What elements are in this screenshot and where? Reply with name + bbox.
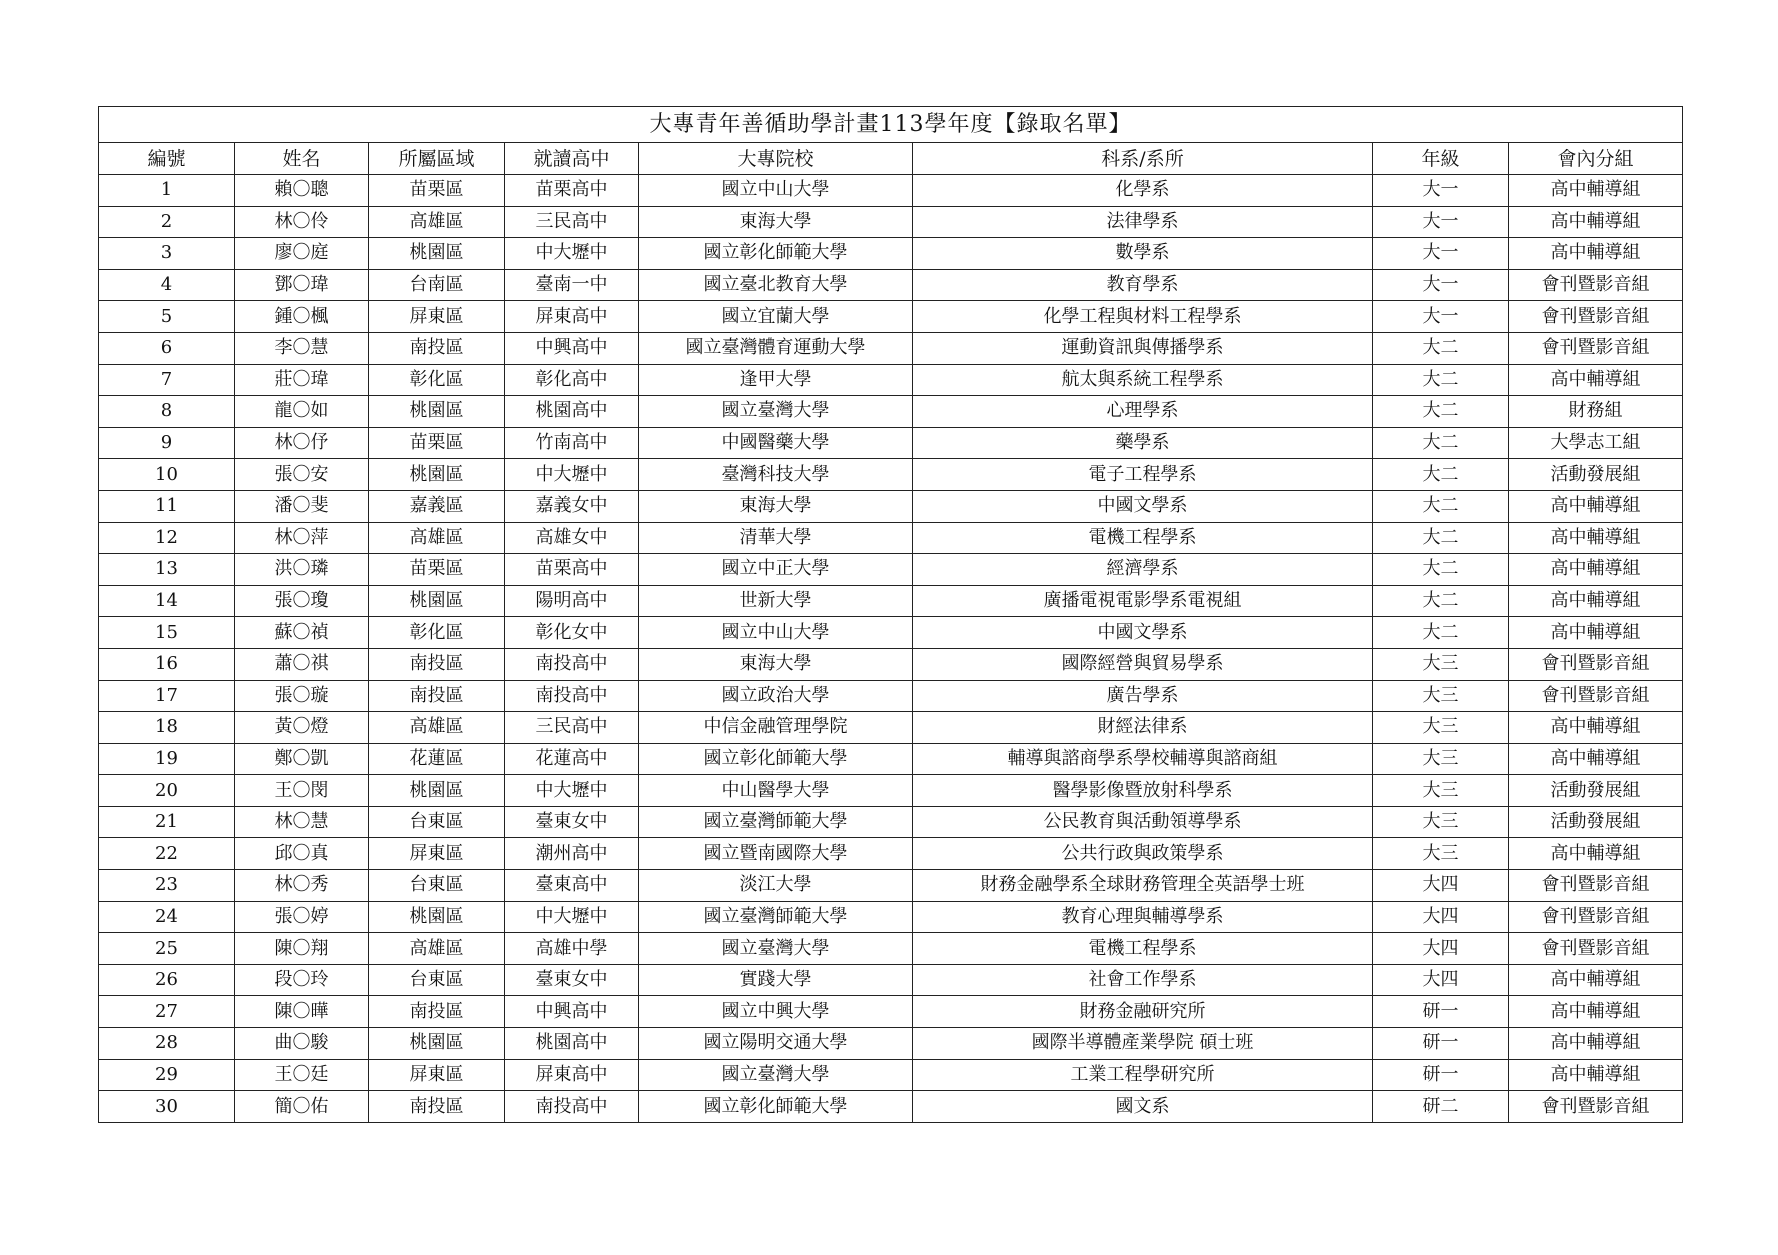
cell-university: 中國醫藥大學 xyxy=(639,427,913,459)
cell-department: 電機工程學系 xyxy=(913,522,1373,554)
cell-high-school: 嘉義女中 xyxy=(505,490,639,522)
cell-id: 30 xyxy=(99,1091,235,1123)
cell-department: 廣告學系 xyxy=(913,680,1373,712)
cell-group: 高中輔導組 xyxy=(1509,364,1683,396)
cell-university: 清華大學 xyxy=(639,522,913,554)
cell-high-school: 臺南一中 xyxy=(505,269,639,301)
cell-university: 國立臺灣師範大學 xyxy=(639,901,913,933)
admission-table xyxy=(98,106,1683,1123)
cell-grade: 大四 xyxy=(1373,901,1509,933)
cell-id: 24 xyxy=(99,901,235,933)
cell-region: 桃園區 xyxy=(369,585,505,617)
cell-high-school: 中大壢中 xyxy=(505,238,639,270)
cell-name: 賴〇聰 xyxy=(235,175,369,207)
cell-group: 會刊暨影音組 xyxy=(1509,332,1683,364)
cell-university: 國立臺灣大學 xyxy=(639,933,913,965)
cell-name: 王〇閔 xyxy=(235,775,369,807)
header-high-school: 就讀高中 xyxy=(505,143,639,175)
cell-region: 屏東區 xyxy=(369,301,505,333)
header-row xyxy=(99,143,1683,175)
cell-grade: 大三 xyxy=(1373,775,1509,807)
cell-group: 高中輔導組 xyxy=(1509,743,1683,775)
cell-region: 高雄區 xyxy=(369,933,505,965)
table-row xyxy=(99,775,1683,807)
cell-name: 張〇婷 xyxy=(235,901,369,933)
cell-grade: 大一 xyxy=(1373,206,1509,238)
cell-department: 財經法律系 xyxy=(913,712,1373,744)
cell-department: 中國文學系 xyxy=(913,617,1373,649)
table-row xyxy=(99,238,1683,270)
cell-grade: 大二 xyxy=(1373,585,1509,617)
cell-id: 6 xyxy=(99,332,235,364)
cell-id: 19 xyxy=(99,743,235,775)
cell-id: 1 xyxy=(99,175,235,207)
cell-name: 鍾〇楓 xyxy=(235,301,369,333)
cell-region: 南投區 xyxy=(369,1091,505,1123)
cell-department: 財務金融研究所 xyxy=(913,996,1373,1028)
table-row xyxy=(99,269,1683,301)
table-row xyxy=(99,585,1683,617)
cell-department: 國際半導體產業學院 碩士班 xyxy=(913,1028,1373,1060)
cell-university: 逢甲大學 xyxy=(639,364,913,396)
cell-university: 世新大學 xyxy=(639,585,913,617)
cell-name: 洪〇璘 xyxy=(235,554,369,586)
table-row xyxy=(99,427,1683,459)
cell-department: 心理學系 xyxy=(913,396,1373,428)
cell-university: 國立政治大學 xyxy=(639,680,913,712)
cell-group: 活動發展組 xyxy=(1509,775,1683,807)
cell-name: 陳〇曄 xyxy=(235,996,369,1028)
cell-high-school: 中大壢中 xyxy=(505,775,639,807)
cell-group: 會刊暨影音組 xyxy=(1509,933,1683,965)
cell-university: 中山醫學大學 xyxy=(639,775,913,807)
cell-id: 10 xyxy=(99,459,235,491)
cell-grade: 大三 xyxy=(1373,712,1509,744)
table-row xyxy=(99,901,1683,933)
cell-grade: 大四 xyxy=(1373,964,1509,996)
table-row xyxy=(99,617,1683,649)
table-row xyxy=(99,1059,1683,1091)
cell-university: 實踐大學 xyxy=(639,964,913,996)
cell-region: 台東區 xyxy=(369,806,505,838)
cell-department: 化學系 xyxy=(913,175,1373,207)
cell-university: 國立宜蘭大學 xyxy=(639,301,913,333)
table-row xyxy=(99,964,1683,996)
cell-region: 苗栗區 xyxy=(369,175,505,207)
table-row xyxy=(99,838,1683,870)
cell-name: 龍〇如 xyxy=(235,396,369,428)
cell-grade: 大二 xyxy=(1373,396,1509,428)
cell-group: 高中輔導組 xyxy=(1509,964,1683,996)
cell-high-school: 高雄中學 xyxy=(505,933,639,965)
cell-high-school: 花蓮高中 xyxy=(505,743,639,775)
cell-name: 陳〇翔 xyxy=(235,933,369,965)
cell-id: 5 xyxy=(99,301,235,333)
cell-high-school: 中大壢中 xyxy=(505,901,639,933)
cell-name: 鄭〇凱 xyxy=(235,743,369,775)
cell-group: 高中輔導組 xyxy=(1509,712,1683,744)
cell-id: 23 xyxy=(99,870,235,902)
cell-name: 黃〇燈 xyxy=(235,712,369,744)
cell-id: 16 xyxy=(99,648,235,680)
cell-high-school: 臺東高中 xyxy=(505,870,639,902)
table-row xyxy=(99,996,1683,1028)
table-title: 大專青年善循助學計畫113學年度【錄取名單】 xyxy=(99,107,1683,143)
table-row xyxy=(99,680,1683,712)
cell-id: 13 xyxy=(99,554,235,586)
table-row xyxy=(99,490,1683,522)
cell-grade: 大二 xyxy=(1373,522,1509,554)
cell-department: 國文系 xyxy=(913,1091,1373,1123)
cell-grade: 大二 xyxy=(1373,490,1509,522)
cell-name: 蘇〇禎 xyxy=(235,617,369,649)
cell-department: 經濟學系 xyxy=(913,554,1373,586)
cell-group: 高中輔導組 xyxy=(1509,996,1683,1028)
table-row xyxy=(99,1028,1683,1060)
cell-id: 25 xyxy=(99,933,235,965)
cell-department: 國際經營與貿易學系 xyxy=(913,648,1373,680)
cell-university: 國立中興大學 xyxy=(639,996,913,1028)
cell-group: 會刊暨影音組 xyxy=(1509,870,1683,902)
cell-university: 東海大學 xyxy=(639,490,913,522)
cell-grade: 大二 xyxy=(1373,554,1509,586)
cell-id: 17 xyxy=(99,680,235,712)
cell-name: 張〇瓊 xyxy=(235,585,369,617)
cell-region: 桃園區 xyxy=(369,459,505,491)
cell-grade: 大一 xyxy=(1373,301,1509,333)
cell-id: 15 xyxy=(99,617,235,649)
table-row xyxy=(99,459,1683,491)
cell-id: 12 xyxy=(99,522,235,554)
table-row xyxy=(99,933,1683,965)
cell-high-school: 中興高中 xyxy=(505,996,639,1028)
cell-region: 南投區 xyxy=(369,648,505,680)
cell-region: 桃園區 xyxy=(369,1028,505,1060)
cell-high-school: 三民高中 xyxy=(505,712,639,744)
cell-grade: 大三 xyxy=(1373,648,1509,680)
cell-group: 會刊暨影音組 xyxy=(1509,1091,1683,1123)
cell-grade: 大三 xyxy=(1373,680,1509,712)
cell-high-school: 屏東高中 xyxy=(505,1059,639,1091)
cell-id: 29 xyxy=(99,1059,235,1091)
cell-group: 會刊暨影音組 xyxy=(1509,301,1683,333)
table-row xyxy=(99,870,1683,902)
cell-high-school: 桃園高中 xyxy=(505,396,639,428)
cell-group: 高中輔導組 xyxy=(1509,206,1683,238)
header-group: 會內分組 xyxy=(1509,143,1683,175)
header-name: 姓名 xyxy=(235,143,369,175)
cell-grade: 研二 xyxy=(1373,1091,1509,1123)
cell-region: 彰化區 xyxy=(369,617,505,649)
cell-grade: 大一 xyxy=(1373,175,1509,207)
cell-grade: 研一 xyxy=(1373,1059,1509,1091)
cell-grade: 大二 xyxy=(1373,332,1509,364)
table-row xyxy=(99,364,1683,396)
cell-university: 國立中山大學 xyxy=(639,175,913,207)
table-body xyxy=(99,175,1683,1123)
cell-university: 中信金融管理學院 xyxy=(639,712,913,744)
cell-grade: 大四 xyxy=(1373,933,1509,965)
cell-name: 林〇伶 xyxy=(235,206,369,238)
cell-grade: 大三 xyxy=(1373,806,1509,838)
cell-university: 國立中山大學 xyxy=(639,617,913,649)
cell-name: 邱〇真 xyxy=(235,838,369,870)
cell-department: 電機工程學系 xyxy=(913,933,1373,965)
cell-group: 會刊暨影音組 xyxy=(1509,901,1683,933)
admission-list-sheet xyxy=(98,106,1682,1123)
header-grade: 年級 xyxy=(1373,143,1509,175)
cell-id: 7 xyxy=(99,364,235,396)
cell-name: 王〇廷 xyxy=(235,1059,369,1091)
cell-university: 國立臺灣大學 xyxy=(639,396,913,428)
cell-university: 國立暨南國際大學 xyxy=(639,838,913,870)
cell-department: 數學系 xyxy=(913,238,1373,270)
cell-id: 3 xyxy=(99,238,235,270)
cell-name: 林〇伃 xyxy=(235,427,369,459)
cell-id: 4 xyxy=(99,269,235,301)
cell-name: 曲〇駿 xyxy=(235,1028,369,1060)
cell-name: 廖〇庭 xyxy=(235,238,369,270)
cell-university: 東海大學 xyxy=(639,648,913,680)
cell-name: 鄧〇瑋 xyxy=(235,269,369,301)
cell-group: 大學志工組 xyxy=(1509,427,1683,459)
cell-high-school: 南投高中 xyxy=(505,1091,639,1123)
cell-region: 屏東區 xyxy=(369,1059,505,1091)
cell-university: 國立陽明交通大學 xyxy=(639,1028,913,1060)
cell-high-school: 桃園高中 xyxy=(505,1028,639,1060)
cell-department: 公民教育與活動領導學系 xyxy=(913,806,1373,838)
table-row xyxy=(99,648,1683,680)
cell-high-school: 陽明高中 xyxy=(505,585,639,617)
cell-id: 21 xyxy=(99,806,235,838)
cell-grade: 大二 xyxy=(1373,459,1509,491)
title-row xyxy=(99,107,1683,143)
cell-region: 台東區 xyxy=(369,870,505,902)
table-row xyxy=(99,206,1683,238)
cell-department: 航太與系統工程學系 xyxy=(913,364,1373,396)
cell-region: 花蓮區 xyxy=(369,743,505,775)
cell-grade: 大三 xyxy=(1373,743,1509,775)
cell-region: 桃園區 xyxy=(369,238,505,270)
cell-name: 簡〇佑 xyxy=(235,1091,369,1123)
cell-high-school: 南投高中 xyxy=(505,680,639,712)
table-row xyxy=(99,332,1683,364)
cell-region: 苗栗區 xyxy=(369,427,505,459)
cell-region: 桃園區 xyxy=(369,775,505,807)
cell-grade: 大二 xyxy=(1373,617,1509,649)
cell-high-school: 彰化女中 xyxy=(505,617,639,649)
cell-region: 南投區 xyxy=(369,332,505,364)
cell-high-school: 三民高中 xyxy=(505,206,639,238)
cell-group: 財務組 xyxy=(1509,396,1683,428)
cell-region: 高雄區 xyxy=(369,206,505,238)
cell-department: 法律學系 xyxy=(913,206,1373,238)
cell-id: 14 xyxy=(99,585,235,617)
cell-department: 輔導與諮商學系學校輔導與諮商組 xyxy=(913,743,1373,775)
cell-name: 林〇萍 xyxy=(235,522,369,554)
cell-region: 屏東區 xyxy=(369,838,505,870)
table-row xyxy=(99,712,1683,744)
cell-university: 國立中正大學 xyxy=(639,554,913,586)
cell-department: 工業工程學研究所 xyxy=(913,1059,1373,1091)
header-university: 大專院校 xyxy=(639,143,913,175)
cell-grade: 大二 xyxy=(1373,427,1509,459)
cell-university: 臺灣科技大學 xyxy=(639,459,913,491)
cell-university: 國立臺灣體育運動大學 xyxy=(639,332,913,364)
cell-high-school: 苗栗高中 xyxy=(505,175,639,207)
cell-university: 國立彰化師範大學 xyxy=(639,238,913,270)
cell-region: 嘉義區 xyxy=(369,490,505,522)
cell-group: 會刊暨影音組 xyxy=(1509,680,1683,712)
cell-name: 林〇秀 xyxy=(235,870,369,902)
cell-department: 醫學影像暨放射科學系 xyxy=(913,775,1373,807)
cell-region: 台東區 xyxy=(369,964,505,996)
cell-region: 桃園區 xyxy=(369,901,505,933)
cell-group: 高中輔導組 xyxy=(1509,238,1683,270)
cell-high-school: 屏東高中 xyxy=(505,301,639,333)
cell-name: 林〇慧 xyxy=(235,806,369,838)
cell-id: 20 xyxy=(99,775,235,807)
cell-university: 國立臺北教育大學 xyxy=(639,269,913,301)
cell-group: 會刊暨影音組 xyxy=(1509,648,1683,680)
cell-name: 蕭〇祺 xyxy=(235,648,369,680)
cell-id: 26 xyxy=(99,964,235,996)
cell-high-school: 中興高中 xyxy=(505,332,639,364)
cell-department: 財務金融學系全球財務管理全英語學士班 xyxy=(913,870,1373,902)
table-row xyxy=(99,301,1683,333)
cell-group: 高中輔導組 xyxy=(1509,522,1683,554)
cell-department: 廣播電視電影學系電視組 xyxy=(913,585,1373,617)
cell-high-school: 中大壢中 xyxy=(505,459,639,491)
cell-group: 活動發展組 xyxy=(1509,806,1683,838)
table-row xyxy=(99,1091,1683,1123)
cell-department: 中國文學系 xyxy=(913,490,1373,522)
cell-group: 高中輔導組 xyxy=(1509,585,1683,617)
cell-id: 11 xyxy=(99,490,235,522)
cell-name: 段〇玲 xyxy=(235,964,369,996)
table-row xyxy=(99,396,1683,428)
cell-group: 高中輔導組 xyxy=(1509,175,1683,207)
cell-name: 李〇慧 xyxy=(235,332,369,364)
cell-name: 張〇安 xyxy=(235,459,369,491)
cell-grade: 大四 xyxy=(1373,870,1509,902)
cell-high-school: 潮州高中 xyxy=(505,838,639,870)
cell-grade: 研一 xyxy=(1373,1028,1509,1060)
table-row xyxy=(99,554,1683,586)
cell-group: 會刊暨影音組 xyxy=(1509,269,1683,301)
cell-id: 27 xyxy=(99,996,235,1028)
cell-department: 藥學系 xyxy=(913,427,1373,459)
cell-grade: 大一 xyxy=(1373,269,1509,301)
cell-region: 桃園區 xyxy=(369,396,505,428)
table-row xyxy=(99,806,1683,838)
cell-region: 彰化區 xyxy=(369,364,505,396)
cell-grade: 大二 xyxy=(1373,364,1509,396)
cell-group: 活動發展組 xyxy=(1509,459,1683,491)
cell-high-school: 彰化高中 xyxy=(505,364,639,396)
cell-high-school: 高雄女中 xyxy=(505,522,639,554)
cell-university: 淡江大學 xyxy=(639,870,913,902)
cell-grade: 大一 xyxy=(1373,238,1509,270)
header-department: 科系/系所 xyxy=(913,143,1373,175)
cell-region: 苗栗區 xyxy=(369,554,505,586)
cell-region: 台南區 xyxy=(369,269,505,301)
cell-region: 南投區 xyxy=(369,680,505,712)
cell-department: 教育心理與輔導學系 xyxy=(913,901,1373,933)
cell-id: 28 xyxy=(99,1028,235,1060)
cell-university: 國立彰化師範大學 xyxy=(639,743,913,775)
header-id: 編號 xyxy=(99,143,235,175)
cell-high-school: 臺東女中 xyxy=(505,806,639,838)
cell-high-school: 臺東女中 xyxy=(505,964,639,996)
cell-name: 潘〇斐 xyxy=(235,490,369,522)
cell-university: 國立臺灣師範大學 xyxy=(639,806,913,838)
cell-name: 莊〇瑋 xyxy=(235,364,369,396)
header-region: 所屬區域 xyxy=(369,143,505,175)
cell-group: 高中輔導組 xyxy=(1509,554,1683,586)
table-row xyxy=(99,743,1683,775)
cell-department: 教育學系 xyxy=(913,269,1373,301)
cell-university: 國立彰化師範大學 xyxy=(639,1091,913,1123)
cell-department: 電子工程學系 xyxy=(913,459,1373,491)
cell-grade: 研一 xyxy=(1373,996,1509,1028)
cell-group: 高中輔導組 xyxy=(1509,1059,1683,1091)
cell-id: 2 xyxy=(99,206,235,238)
cell-name: 張〇璇 xyxy=(235,680,369,712)
cell-department: 運動資訊與傳播學系 xyxy=(913,332,1373,364)
cell-group: 高中輔導組 xyxy=(1509,490,1683,522)
table-row xyxy=(99,175,1683,207)
cell-region: 南投區 xyxy=(369,996,505,1028)
cell-id: 22 xyxy=(99,838,235,870)
cell-region: 高雄區 xyxy=(369,522,505,554)
cell-grade: 大三 xyxy=(1373,838,1509,870)
cell-group: 高中輔導組 xyxy=(1509,617,1683,649)
cell-department: 化學工程與材料工程學系 xyxy=(913,301,1373,333)
cell-id: 8 xyxy=(99,396,235,428)
cell-department: 社會工作學系 xyxy=(913,964,1373,996)
table-row xyxy=(99,522,1683,554)
cell-high-school: 竹南高中 xyxy=(505,427,639,459)
cell-region: 高雄區 xyxy=(369,712,505,744)
cell-id: 18 xyxy=(99,712,235,744)
cell-group: 高中輔導組 xyxy=(1509,838,1683,870)
cell-high-school: 南投高中 xyxy=(505,648,639,680)
cell-university: 國立臺灣大學 xyxy=(639,1059,913,1091)
cell-department: 公共行政與政策學系 xyxy=(913,838,1373,870)
cell-university: 東海大學 xyxy=(639,206,913,238)
cell-high-school: 苗栗高中 xyxy=(505,554,639,586)
cell-id: 9 xyxy=(99,427,235,459)
cell-group: 高中輔導組 xyxy=(1509,1028,1683,1060)
